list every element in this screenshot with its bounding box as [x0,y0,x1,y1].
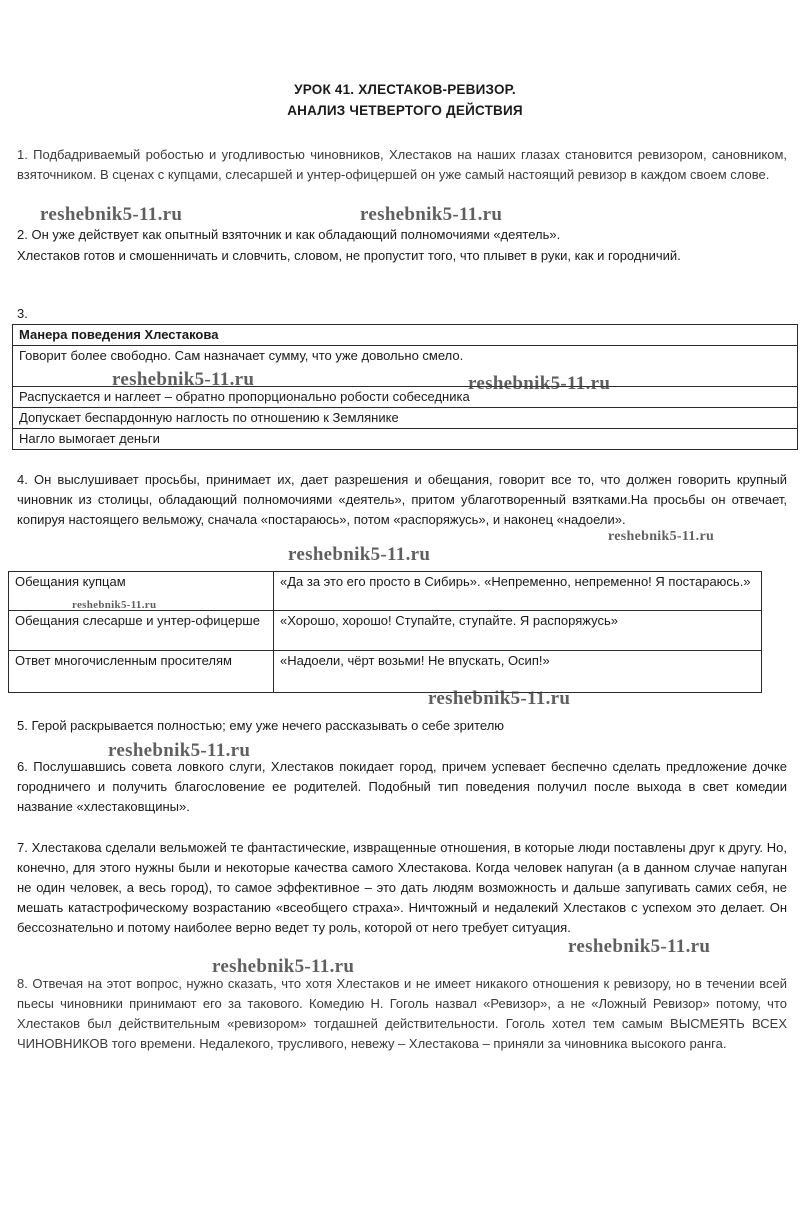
paragraph-3-number: 3. [17,306,28,321]
behavior-table-row: Говорит более свободно. Сам назначает сумму, что уже довольно смело. [13,346,798,387]
paragraph-4: 4. Он выслушивает просьбы, принимает их, дает разрешения и обещания, говорит все то, что должен говорить крупный чиновник из столицы, обладающий полномочиями «деятель», притом ублаготворенный взятками.На просьбы он отвечает, копируя настоящего вельможу, сначала «постараюсь», потом «распоряжусь», и наконец «надоели». [17,472,787,527]
behavior-table-header: Манера поведения Хлестакова [13,325,798,346]
watermark: reshebnik5-11.ru [608,529,715,544]
paragraph-2a: 2. Он уже действует как опытный взяточник и как обладающий полномочиями «деятель». [17,227,561,242]
watermark: reshebnik5-11.ru [568,936,711,957]
promises-table [8,571,762,693]
paragraph-5: 5. Герой раскрывается полностью; ему уже нечего рассказывать о себе зрителю [17,718,505,733]
watermark: reshebnik5-11.ru [40,204,183,225]
watermark: reshebnik5-11.ru [428,688,571,709]
lesson-subtitle: АНАЛИЗ ЧЕТВЕРТОГО ДЕЙСТВИЯ [287,103,523,118]
paragraph-7: 7. Хлестакова сделали вельможей те фантастические, извращенные отношения, в которые люди поставлены друг к другу. Но, конечно, для этого нужны были и некоторые качества самого Хлестакова. Когда человек напуган (а в данном случае напуган не один человек, а весь город), то самое эффективное – это дать людям возможность и дальше запугивать самих себя, не мешать катастрофическому возрастанию «всеобщего страха». Ничтожный и недалекий Хлестаков с успехом это делает. Он бессознательно и потому наиболее верно ведет ту роль, которой от него требует ситуация. [17,840,787,935]
behavior-table-row: Распускается и наглеет – обратно пропорционально робости собеседника [13,387,798,408]
paragraph-8: 8. Отвечая на этот вопрос, нужно сказать, что хотя Хлестаков и не имеет никакого отношения к ревизору, но в течении всей пьесы чиновники принимают его за такового. Комедию Н. Гоголь назвал «Ревизор», а не «Ложный Ревизор» потому, что Хлестаков был действительным «ревизором» тогдашней действительности. Гоголь хотел тем самым ВЫСМЕЯТЬ ВСЕХ ЧИНОВНИКОВ того времени. Недалекого, трусливого, невежу – Хлестакова – приняли за чиновника высокого ранга. [17,976,787,1051]
promises-table-label: Обещания купцам [9,572,274,611]
watermark: reshebnik5-11.ru [360,204,503,225]
promises-table-text: «Надоели, чёрт возьми! Не впускать, Осип!» [274,651,762,693]
promises-table-label: Обещания слесарше и унтер-офицерше [9,611,274,651]
promises-table-text: «Хорошо, хорошо! Ступайте, ступайте. Я распоряжусь» [274,611,762,651]
watermark: reshebnik5-11.ru [72,599,157,611]
watermark: reshebnik5-11.ru [112,369,255,390]
behavior-table-row: Допускает беспардонную наглость по отношению к Землянике [13,408,798,429]
lesson-title: УРОК 41. ХЛЕСТАКОВ-РЕВИЗОР. [294,82,516,97]
paragraph-1: 1. Подбадриваемый робостью и угодливостью чиновников, Хлестаков на наших глазах становится ревизором, сановником, взяточником. В сценах с купцами, слесаршей и унтер-офицершей он уже самый настоящий ревизор в каждом своем слове. [17,147,787,182]
watermark: reshebnik5-11.ru [468,373,611,394]
paragraph-6: 6. Послушавшись совета ловкого слуги, Хлестаков покидает город, причем успевает беспечно сделать предложение дочке городничего и получить благословение ее родителей. Подобный тип поведения получил после выхода в свет комедии название «хлестаковщины». [17,759,787,814]
watermark: reshebnik5-11.ru [212,956,355,977]
paragraph-2b: Хлестаков готов и смошенничать и словчить, словом, не пропустит того, что плывет в руки, как и городничий. [17,248,681,263]
watermark: reshebnik5-11.ru [288,544,431,565]
promises-table-text: «Да за это его просто в Сибирь». «Непременно, непременно! Я постараюсь.» [274,572,762,611]
watermark: reshebnik5-11.ru [108,740,251,761]
promises-table-label: Ответ многочисленным просителям [9,651,274,693]
behavior-table-row: Нагло вымогает деньги [13,429,798,450]
